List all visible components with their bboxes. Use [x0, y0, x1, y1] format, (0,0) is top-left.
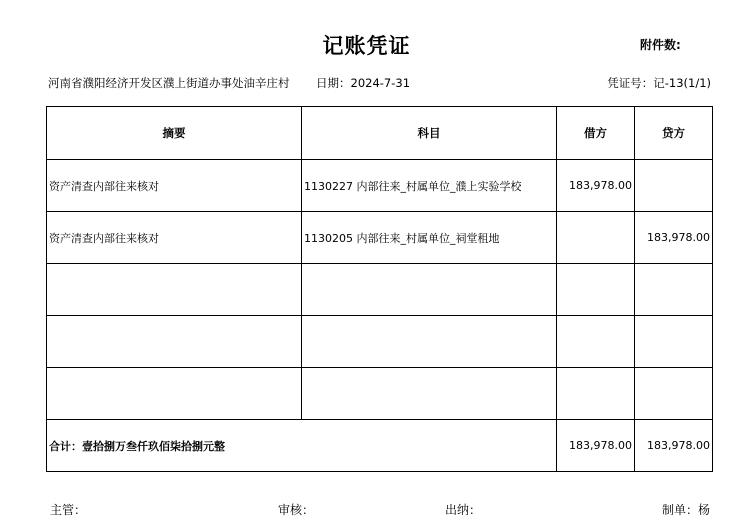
account-cell	[302, 368, 557, 420]
summary-cell	[47, 264, 302, 316]
attachments-label: 附件数:	[640, 38, 681, 52]
total-debit: 183,978.00	[557, 420, 635, 472]
debit-cell	[557, 316, 635, 368]
debit-cell: 183,978.00	[557, 160, 635, 212]
table-row	[47, 212, 713, 264]
credit-cell	[635, 264, 713, 316]
credit-cell	[635, 160, 713, 212]
maker-label: 制单：杨	[662, 503, 711, 517]
credit-cell	[635, 316, 713, 368]
table-row	[47, 316, 713, 368]
table-header-row	[47, 107, 713, 160]
account-cell	[302, 264, 557, 316]
table-row	[47, 368, 713, 420]
summary-cell: 资产清查内部往来核对	[47, 212, 302, 264]
debit-cell	[557, 368, 635, 420]
summary-cell	[47, 368, 302, 420]
voucher-table	[46, 106, 713, 472]
debit-cell	[557, 212, 635, 264]
total-label: 合计：壹拾捌万叁仟玖佰柒拾捌元整	[47, 420, 557, 472]
total-credit: 183,978.00	[635, 420, 713, 472]
summary-cell	[47, 316, 302, 368]
table-row	[47, 160, 713, 212]
account-cell	[302, 316, 557, 368]
voucher-number	[607, 75, 711, 91]
date-field	[316, 75, 410, 91]
table-row	[47, 264, 713, 316]
cashier-label: 出纳：	[445, 503, 482, 517]
column-header-account: 科目	[302, 107, 557, 160]
column-header-summary: 摘要	[47, 107, 302, 160]
credit-cell	[635, 368, 713, 420]
column-header-debit: 借方	[557, 107, 635, 160]
supervisor-label: 主管：	[50, 503, 87, 517]
total-row	[47, 420, 713, 472]
voucher-title: 记账凭证	[322, 34, 411, 58]
debit-cell	[557, 264, 635, 316]
credit-cell: 183,978.00	[635, 212, 713, 264]
organization-name: 河南省濮阳经济开发区濮上街道办事处油辛庄村	[48, 76, 290, 90]
date-label: 日期：	[316, 76, 351, 90]
voucher-number-value: 记-13(1/1)	[653, 76, 711, 90]
summary-cell: 资产清查内部往来核对	[47, 160, 302, 212]
account-cell: 1130227 内部往来_村属单位_濮上实验学校	[302, 160, 557, 212]
column-header-credit: 贷方	[635, 107, 713, 160]
date-value: 2024-7-31	[350, 76, 411, 90]
reviewer-label: 审核：	[278, 503, 315, 517]
voucher-number-label: 凭证号：	[607, 76, 654, 90]
account-cell: 1130205 内部往来_村属单位_祠堂租地	[302, 212, 557, 264]
